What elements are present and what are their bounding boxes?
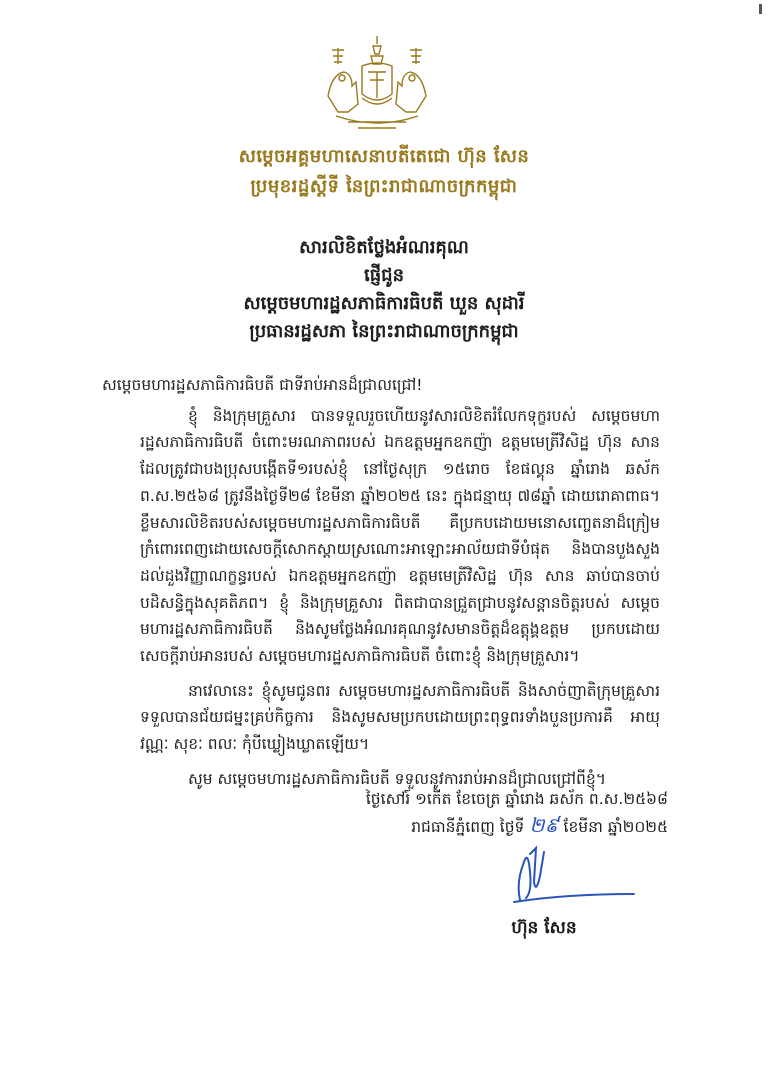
- letter-body: [102, 372, 660, 793]
- royal-coat-of-arms-emblem: [318, 34, 436, 134]
- month-year: ខែមីនា ឆ្នាំ២០២៥: [563, 818, 668, 836]
- letter-title: [0, 234, 768, 346]
- place-prefix: រាជធានីភ្នំពេញ ថ្ងៃទី: [411, 818, 525, 836]
- recipient-name: សម្តេចមហារដ្ឋសភាធិការធិបតី ឃួន សុដារី: [243, 293, 525, 314]
- handwritten-signature: [506, 842, 646, 906]
- lunar-date: ថ្ងៃសៅរ៍ ១កើត ខែចេត្រ ឆ្នាំរោង ឆស័ក ព.ស.២៥៦៨: [365, 790, 668, 808]
- place-and-date: [0, 812, 668, 840]
- letter-title-line: ផ្ញើជូន: [364, 265, 404, 286]
- scan-corner-mark: [759, 4, 762, 14]
- issuer-title: សម្តេចអគ្គមហាសេនាបតីតេជោ ហ៊ុន សែន: [238, 146, 530, 167]
- letter-title-line: សារលិខិតថ្លែងអំណរគុណ: [299, 237, 469, 258]
- body-paragraph: នាវេលានេះ ខ្ញុំសូមជូនពរ សម្តេចមហារដ្ឋសភាធិការធិបតី និងសាច់ញាតិក្រុមគ្រួសារ ទទួលបានជ័យជម្នះគ្រប់កិច្ចការ និងសូមសមប្រកបដោយព្រះពុទ្ធពរទាំងបួនប្រការគឺ អាយុ វណ្ណៈ សុខៈ ពលៈ កុំបីឃ្លៀងឃ្លាតឡើយ។: [140, 681, 660, 754]
- salutation: សម្តេចមហារដ្ឋសភាធិការធិបតី ជាទីរាប់អានដ៏ជ្រាលជ្រៅ!: [102, 376, 423, 394]
- closing-line: សូម សម្តេចមហារដ្ឋសភាធិការធិបតី ទទួលនូវការរាប់អានដ៏ជ្រាលជ្រៅពីខ្ញុំ។: [188, 769, 606, 788]
- recipient-position: ប្រធានរដ្ឋសភា នៃព្រះរាជាណាចក្រកម្ពុជា: [249, 321, 519, 342]
- signer-name: ហ៊ុន សែន: [511, 918, 577, 938]
- body-paragraph: ខ្ញុំ និងក្រុមគ្រួសារ បានទទួលរួចហើយនូវសារលិខិតរំលែកទុក្ខរបស់ សម្តេចមហារដ្ឋសភាធិការធិបតី ចំពោះមរណភាពរបស់ ឯកឧត្តមអ្នកឧកញ៉ា ឧត្តមមេត្រីវិសិដ្ឋ ហ៊ុន សាន ដែលត្រូវជាបងប្រុសបង្កើតទី១របស់ខ្ញុំ នៅថ្ងៃសុក្រ ១៥រោច ខែផល្គុន ឆ្នាំរោង ឆស័ក ព.ស.២៥៦៨ ត្រូវនឹងថ្ងៃទី២៨ ខែមីនា ឆ្នាំ២០២៥ នេះ ក្នុងជន្មាយុ ៧៨ឆ្នាំ ដោយរោគាពាធ។ ខ្លឹមសារលិខិតរបស់សម្តេចមហារដ្ឋសភាធិការធិបតី គឺប្រកបដោយមនោសញ្ចេតនាដ៏ក្រៀមក្រំពោរពេញដោយសេចក្តីសោកស្តាយស្រណោះអាឡោះអាល័យជាទីបំផុត និងបានបួងសួងដល់ដួងវិញ្ញាណក្ខន្ធរបស់ ឯកឧត្តមអ្នកឧកញ៉ា ឧត្តមមេត្រីវិសិដ្ឋ ហ៊ុន សាន ឆាប់បានចាប់បដិសន្ធិក្នុងសុគតិភព។ ខ្ញុំ និងក្រុមគ្រួសារ ពិតជាបានជ្រួតជ្រាបនូវសន្តានចិត្តរបស់ សម្តេចមហារដ្ឋសភាធិការធិបតី និងសូមថ្លែងអំណរគុណនូវសមានចិត្តដ៏ឧត្តុង្គឧត្តម ប្រកបដោយសេចក្តីរាប់អានរបស់ សម្តេចមហារដ្ឋសភាធិការធិបតី ចំពោះខ្ញុំ និងក្រុមគ្រួសារ។: [140, 406, 660, 666]
- handwritten-day: ២៩: [529, 813, 559, 837]
- issuer-position: ប្រមុខរដ្ឋស្តីទី នៃព្រះរាជាណាចក្រកម្ពុជា: [250, 176, 518, 197]
